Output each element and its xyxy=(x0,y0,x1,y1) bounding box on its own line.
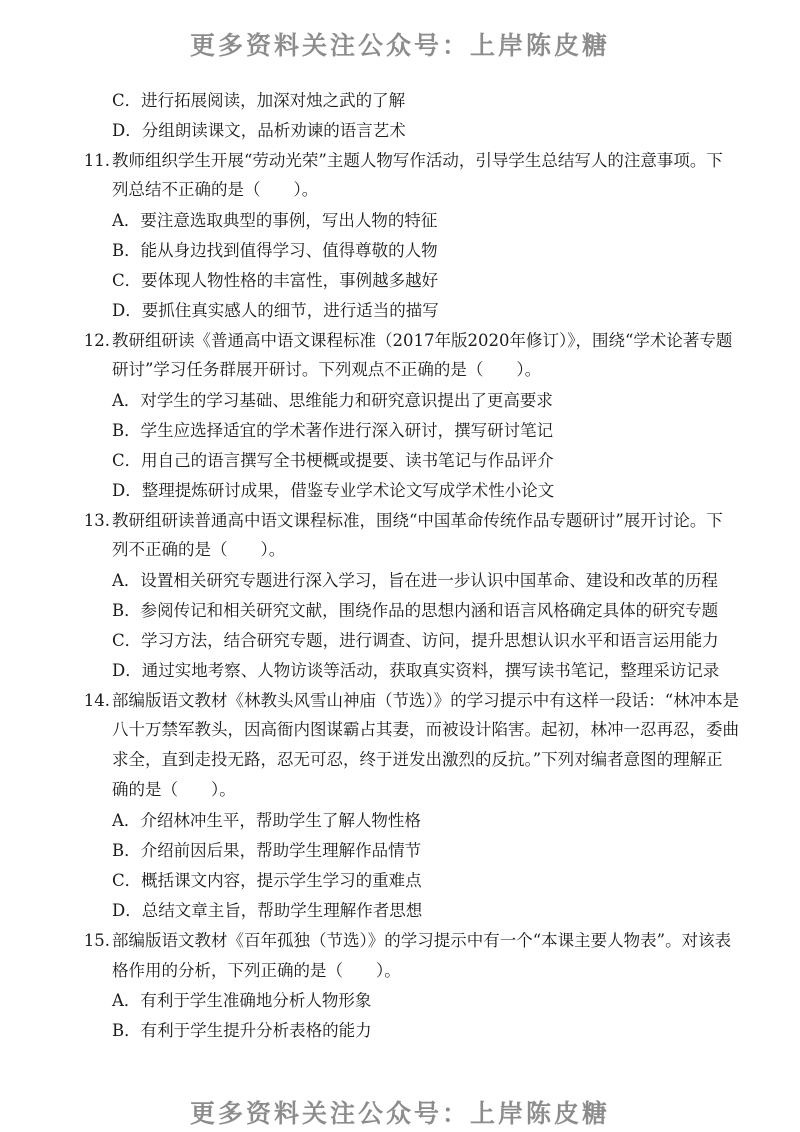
question-number-14: 14. xyxy=(83,691,110,710)
question-14-option-b: B．介绍前因后果，帮助学生理解作品情节 xyxy=(112,841,422,860)
prev-option-d: D．分组朗读课文，品析劝谏的语言艺术 xyxy=(112,121,406,140)
question-13-option-d: D．通过实地考察、人物访谈等活动，获取真实资料，撰写读书笔记，整理采访记录 xyxy=(112,661,720,680)
question-number-11: 11. xyxy=(83,151,110,170)
question-14-option-d: D．总结文章主旨，帮助学生理解作者思想 xyxy=(112,901,423,920)
question-11-option-a: A．要注意选取典型的事例，写出人物的特征 xyxy=(112,211,438,230)
question-14-stem-line-2: 八十万禁军教头，因高衙内图谋霸占其妻，而被设计陷害。起初，林冲一忍再忍，委曲 xyxy=(112,720,739,739)
question-number-13: 13. xyxy=(83,511,110,530)
question-12-option-d: D．整理提炼研讨成果，借鉴专业学术论文写成学术性小论文 xyxy=(112,481,555,500)
question-13-stem-line-1: 教研组研读普通高中语文课程标准，围绕“中国革命传统作品专题研讨”展开讨论。下 xyxy=(112,511,723,530)
question-12-stem-line-2: 研讨”学习任务群展开研讨。下列观点不正确的是（ ）。 xyxy=(112,360,542,379)
prev-option-c: C．进行拓展阅读，加深对烛之武的了解 xyxy=(112,91,406,110)
question-11-option-d: D．要抓住真实感人的细节，进行适当的描写 xyxy=(112,301,439,320)
question-13-option-a: A．设置相关研究专题进行深入学习，旨在进一步认识中国革命、建设和改革的历程 xyxy=(112,571,718,590)
question-11-stem-line-1: 教师组织学生开展“劳动光荣”主题人物写作活动，引导学生总结写人的注意事项。下 xyxy=(112,151,723,170)
question-15-stem-line-2: 格作用的分析，下列正确的是（ ）。 xyxy=(112,961,401,980)
question-14-option-c: C．概括课文内容，提示学生学习的重难点 xyxy=(112,871,422,890)
question-12-option-a: A．对学生的学习基础、思维能力和研究意识提出了更高要求 xyxy=(112,391,553,410)
question-14-stem-line-3: 求全，直到走投无路，忍无可忍，终于迸发出激烈的反抗。”下列对编者意图的理解正 xyxy=(112,750,723,769)
question-13-option-c: C．学习方法，结合研究专题，进行调查、访问，提升思想认识水平和语言运用能力 xyxy=(112,631,719,650)
question-number-15: 15. xyxy=(83,931,110,950)
question-12-option-c: C．用自己的语言撰写全书梗概或提要、读书笔记与作品评介 xyxy=(112,451,554,470)
question-14-option-a: A．介绍林冲生平，帮助学生了解人物性格 xyxy=(112,811,421,830)
watermark-bottom: 更多资料关注公众号：上岸陈皮糖 xyxy=(189,1099,610,1128)
question-12-stem-line-1: 教研组研读《普通高中语文课程标准（2017年版2020年修订）》，围绕“学术论著专题 xyxy=(112,331,733,350)
question-15-stem-line-1: 部编版语文教材《百年孤独（节选）》的学习提示中有一个“本课主要人物表”。对该表 xyxy=(112,931,732,950)
question-number-12: 12. xyxy=(83,331,110,350)
question-14-stem-line-1: 部编版语文教材《林教头风雪山神庙（节选）》的学习提示中有这样一段话：“林冲本是 xyxy=(112,691,740,710)
question-11-option-c: C．要体现人物性格的丰富性，事例越多越好 xyxy=(112,271,439,290)
question-15-option-b: B．有利于学生提升分析表格的能力 xyxy=(112,1021,372,1040)
question-11-option-b: B．能从身边找到值得学习、值得尊敬的人物 xyxy=(112,241,438,260)
question-13-option-b: B．参阅传记和相关研究文献，围绕作品的思想内涵和语言风格确定具体的研究专题 xyxy=(112,601,719,620)
watermark-top: 更多资料关注公众号：上岸陈皮糖 xyxy=(189,31,610,60)
question-15-option-a: A．有利于学生准确地分析人物形象 xyxy=(112,991,372,1010)
question-11-stem-line-2: 列总结不正确的是（ ）。 xyxy=(112,180,319,199)
question-14-stem-line-4: 确的是（ ）。 xyxy=(112,780,236,799)
question-12-option-b: B．学生应选择适宜的学术著作进行深入研讨，撰写研讨笔记 xyxy=(112,421,554,440)
question-13-stem-line-2: 列不正确的是（ ）。 xyxy=(112,540,286,559)
